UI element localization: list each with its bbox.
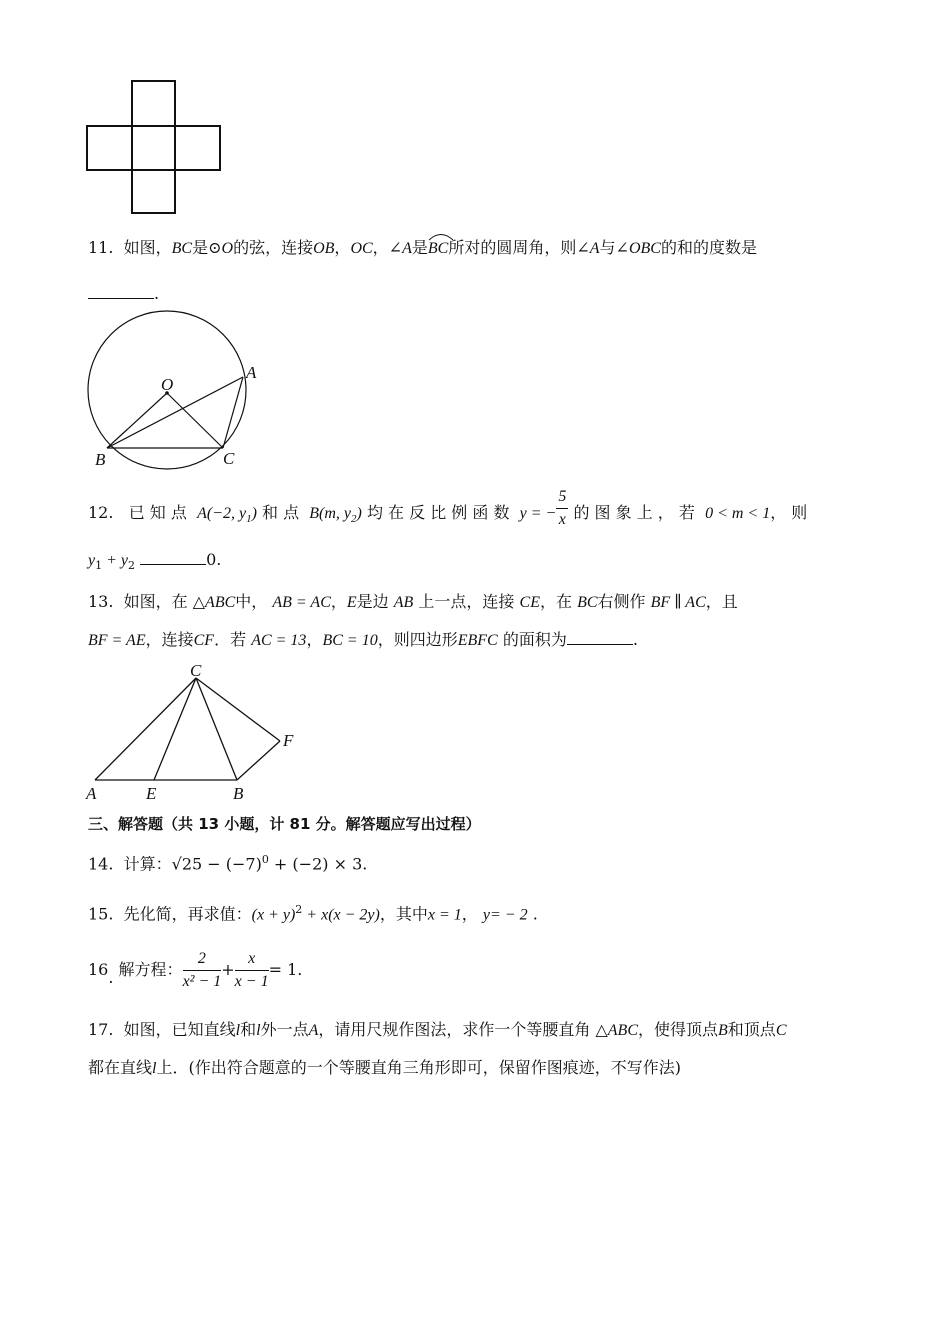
q17-line-l: l (235, 1022, 241, 1039)
q12-y2-sub: 2 (128, 559, 136, 573)
q12-fraction (556, 486, 568, 531)
q12-plus-y2: + y (102, 552, 129, 569)
q17-point-b: B (718, 1022, 728, 1039)
q16-f2-den: x − 1 (234, 973, 269, 990)
q14-expr-a: √25 − (−7) (171, 854, 262, 874)
segment-ab (107, 377, 243, 448)
q13-bc10: BC = 10 (322, 632, 378, 649)
q14-expr-b: + (−2) × 3 (268, 854, 363, 874)
q16-equals: = 1 (268, 960, 298, 979)
q12-pb-sub: 2 (351, 513, 357, 526)
q11-o: O (221, 240, 234, 257)
q13-cf: CF (193, 632, 215, 649)
q13-bf-ac: BF ∥ AC (650, 594, 706, 611)
q16-fraction-1 (183, 948, 222, 993)
q17-text: 和 (240, 1020, 257, 1039)
q11-answer-line (88, 282, 159, 306)
q11-end: . (154, 284, 160, 303)
q16-f1-num: 2 (183, 948, 222, 971)
question-11 (88, 236, 757, 261)
q12-pb-end: ) (356, 505, 362, 522)
q12-text: 均 在 反 比 例 函 数 (366, 503, 510, 522)
q12-text: ， 则 (770, 503, 808, 522)
q11-text: 所对的圆周角，则∠ (448, 238, 590, 257)
label-a: A (246, 363, 257, 382)
q12-text: 的 图 象 上 ， 若 (573, 503, 695, 522)
q15-x-value: x = 1 (427, 906, 462, 924)
q12-function: y = − (519, 505, 557, 522)
q12-pb: B(m, y (309, 505, 352, 522)
q17-text: ，请用尺规作图法，求作一个等腰直角 (318, 1020, 591, 1039)
net-top-square (132, 81, 175, 126)
question-16 (88, 948, 302, 993)
q13-e: E (346, 594, 357, 611)
q15-exponent: 2 (295, 903, 303, 916)
q16-f2-num: x (235, 948, 269, 971)
q17-text: 如图，已知直线 (123, 1020, 236, 1039)
q12-text: 和 点 (262, 503, 300, 522)
q12-pa-end: ) (251, 505, 257, 522)
q11-obc: OBC (628, 240, 661, 257)
q15-number: 15. (88, 904, 114, 924)
q13-text: ，在 (539, 592, 572, 611)
figure-11-circle (80, 310, 280, 470)
label-o: O (161, 375, 174, 394)
q13-text: 右侧作 (597, 592, 646, 611)
q17-text: 都在直线 (88, 1058, 153, 1077)
q13-text: ， (306, 630, 323, 649)
q15-text: ，其中 (379, 904, 428, 924)
segment-bf (237, 741, 280, 780)
q13-text: 是边 (356, 592, 389, 611)
q12-point-a (197, 505, 257, 526)
q11-comma: ， (334, 238, 351, 257)
q13-text: ，则四边形 (377, 630, 458, 649)
q11-answer-blank[interactable] (88, 282, 154, 299)
segment-ob (107, 393, 167, 448)
q16-text: 解方程： (118, 960, 183, 979)
q12-end: 0. (206, 550, 222, 569)
q11-bc: BC (171, 240, 193, 257)
q12-frac-num: 5 (556, 486, 568, 509)
figure-13 (80, 658, 320, 806)
q15-text: ， (461, 904, 478, 924)
question-12 (88, 488, 808, 531)
q13-answer-blank[interactable] (567, 628, 633, 645)
q12-line-2 (88, 548, 221, 578)
q17-line-l-3: l (152, 1060, 157, 1077)
q15-expr-b: + x(x − 2y) (302, 906, 380, 924)
q17-point-c: C (775, 1022, 787, 1039)
label-f: F (283, 731, 294, 750)
q12-y1: y (88, 552, 96, 569)
q13-text: 的面积为 (502, 630, 567, 649)
q14-number: 14. (88, 854, 114, 874)
segment-ac (223, 377, 243, 448)
net-center-square (132, 126, 175, 170)
q14-text: 计算： (123, 854, 172, 874)
q17-text: 和顶点 (727, 1020, 776, 1039)
q16-dot: . (108, 968, 114, 987)
q16-plus: + (221, 960, 235, 979)
label-e: E (146, 784, 157, 803)
label-b: B (233, 784, 244, 803)
label-a: A (86, 784, 97, 803)
q12-point-b (309, 505, 362, 526)
q12-pa-sub: 1 (246, 513, 252, 526)
q12-y1-sub: 1 (95, 559, 103, 573)
q17-triangle: △ABC (595, 1022, 638, 1039)
question-17 (88, 1018, 786, 1043)
q17-text: ，使得顶点 (638, 1020, 719, 1039)
q15-expr-a: (x + y) (251, 906, 296, 924)
q16-number: 16 (88, 960, 109, 979)
q11-oc: OC (350, 240, 373, 257)
q13-ce: CE (519, 594, 540, 611)
q11-text: 如图， (123, 238, 172, 257)
q11-text: 与∠ (599, 238, 629, 257)
label-c: C (223, 449, 235, 468)
q13-bf-ae: BF = AE (88, 632, 146, 649)
q17-point-a: A (308, 1022, 319, 1039)
q16-fraction-2 (235, 948, 269, 993)
q13-bc: BC (577, 594, 598, 611)
q11-text: 的弦，连接 (233, 238, 314, 257)
q13-text: ，连接 (145, 630, 194, 649)
q12-answer-blank[interactable] (140, 548, 206, 565)
segment-oc (167, 393, 223, 448)
q13-ebfc: EBFC (457, 632, 498, 649)
q12-text: 已 知 点 (128, 503, 187, 522)
q11-ob: OB (313, 240, 335, 257)
q12-frac-den: x (558, 511, 566, 528)
q11-arc-bc (428, 237, 448, 261)
q13-text: ．若 (214, 630, 247, 649)
q13-text: ， (330, 592, 347, 611)
segment-ce (154, 678, 196, 780)
q17-line-l-2: l (256, 1022, 261, 1039)
question-15 (88, 898, 538, 927)
q13-ab-ac: AB = AC (272, 594, 331, 611)
net-right-square (175, 126, 220, 170)
label-b: B (95, 450, 106, 469)
q11-text: 是⊙ (192, 238, 222, 257)
q13-ab: AB (393, 594, 414, 611)
q11-a2: A (589, 240, 600, 257)
cube-net-figure (84, 78, 226, 218)
q17-line-2 (88, 1056, 681, 1081)
q12-condition: 0 < m < 1 (705, 505, 771, 522)
question-13 (88, 590, 738, 615)
q13-text: 上一点，连接 (418, 592, 515, 611)
q13-text: 中， (235, 592, 268, 611)
section-3-heading: 三、解答题（共 13 小题，计 81 分。解答题应写出过程） (88, 815, 481, 833)
q13-triangle: △ABC (192, 594, 236, 611)
q17-text: 外一点 (260, 1020, 309, 1039)
q16-end: . (297, 960, 303, 979)
q17-number: 17. (88, 1020, 114, 1039)
q11-text: ，∠ (372, 238, 403, 257)
q15-end: . (532, 904, 538, 924)
net-bottom-square (132, 170, 175, 213)
q13-text: 如图，在 (123, 592, 188, 611)
q12-pa: A(−2, y (197, 505, 247, 522)
q11-text: 的和的度数是 (660, 238, 757, 257)
segment-ac (95, 678, 196, 780)
q15-text: 先化简，再求值： (123, 904, 252, 924)
q13-number: 13. (88, 592, 114, 611)
q17-text: 上．(作出符合题意的一个等腰直角三角形即可，保留作图痕迹，不写作法) (156, 1058, 681, 1077)
q11-a: A (402, 240, 412, 257)
q13-text: ，且 (705, 592, 738, 611)
q11-number: 11. (88, 238, 114, 257)
q14-exponent: 0 (261, 853, 269, 866)
q11-text: 是 (411, 238, 428, 257)
q13-end: . (632, 630, 638, 649)
q13-line-2 (88, 628, 638, 653)
q12-number: 12. (88, 503, 114, 522)
q14-end: . (362, 854, 368, 874)
net-left-square (87, 126, 132, 170)
question-14 (88, 848, 367, 876)
q15-y-value: y= − 2 (482, 906, 528, 924)
q11-arc-label: BC (427, 240, 449, 257)
q16-f1-den: x² − 1 (182, 973, 222, 990)
q13-ac13: AC = 13 (251, 632, 307, 649)
label-c: C (190, 661, 202, 680)
